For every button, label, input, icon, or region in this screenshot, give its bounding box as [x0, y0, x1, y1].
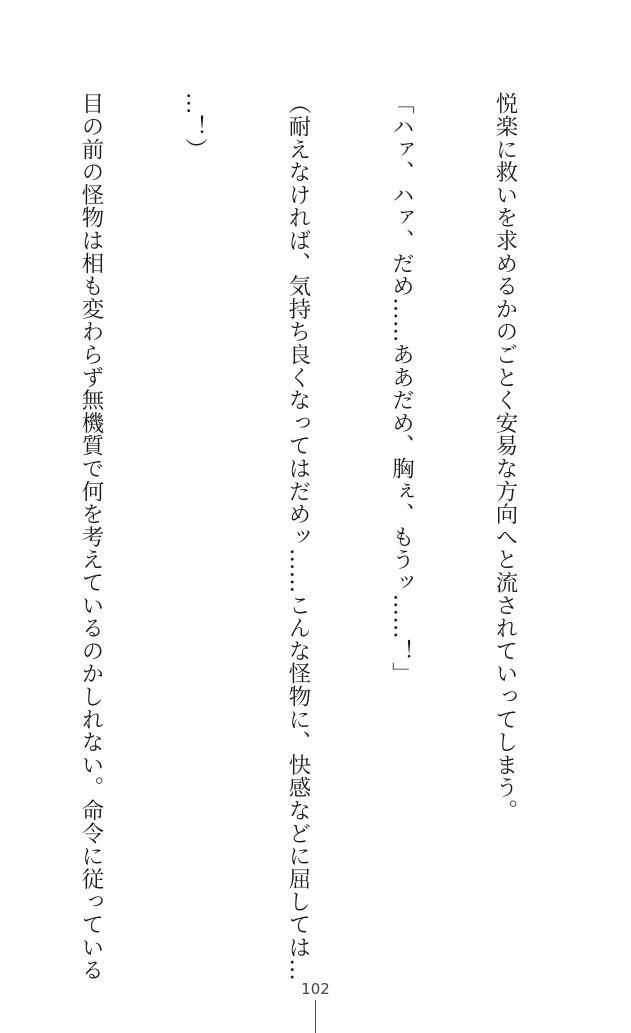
text-line: …！）	[181, 92, 208, 161]
body-text	[0, 92, 591, 982]
text-line: （耐えなければ、気持ち良くなってはだめッ……こんな怪物に、快感などに屈しては…	[285, 92, 311, 982]
page-number: 102	[301, 980, 330, 998]
text-line: 悦楽に救いを求めるかのごとく安易な方向へと流されていってしまう。	[492, 92, 518, 822]
text-line: 目の前の怪物は相も変わらず無機質で何を考えているのかしれない。命令に従っている	[78, 92, 104, 982]
text-line: 「ハァ、ハァ、だめ……ああだめ、胸ぇ、もうッ……！」	[388, 92, 415, 685]
page-number-rule	[315, 1000, 316, 1033]
text-line	[0, 92, 5, 812]
